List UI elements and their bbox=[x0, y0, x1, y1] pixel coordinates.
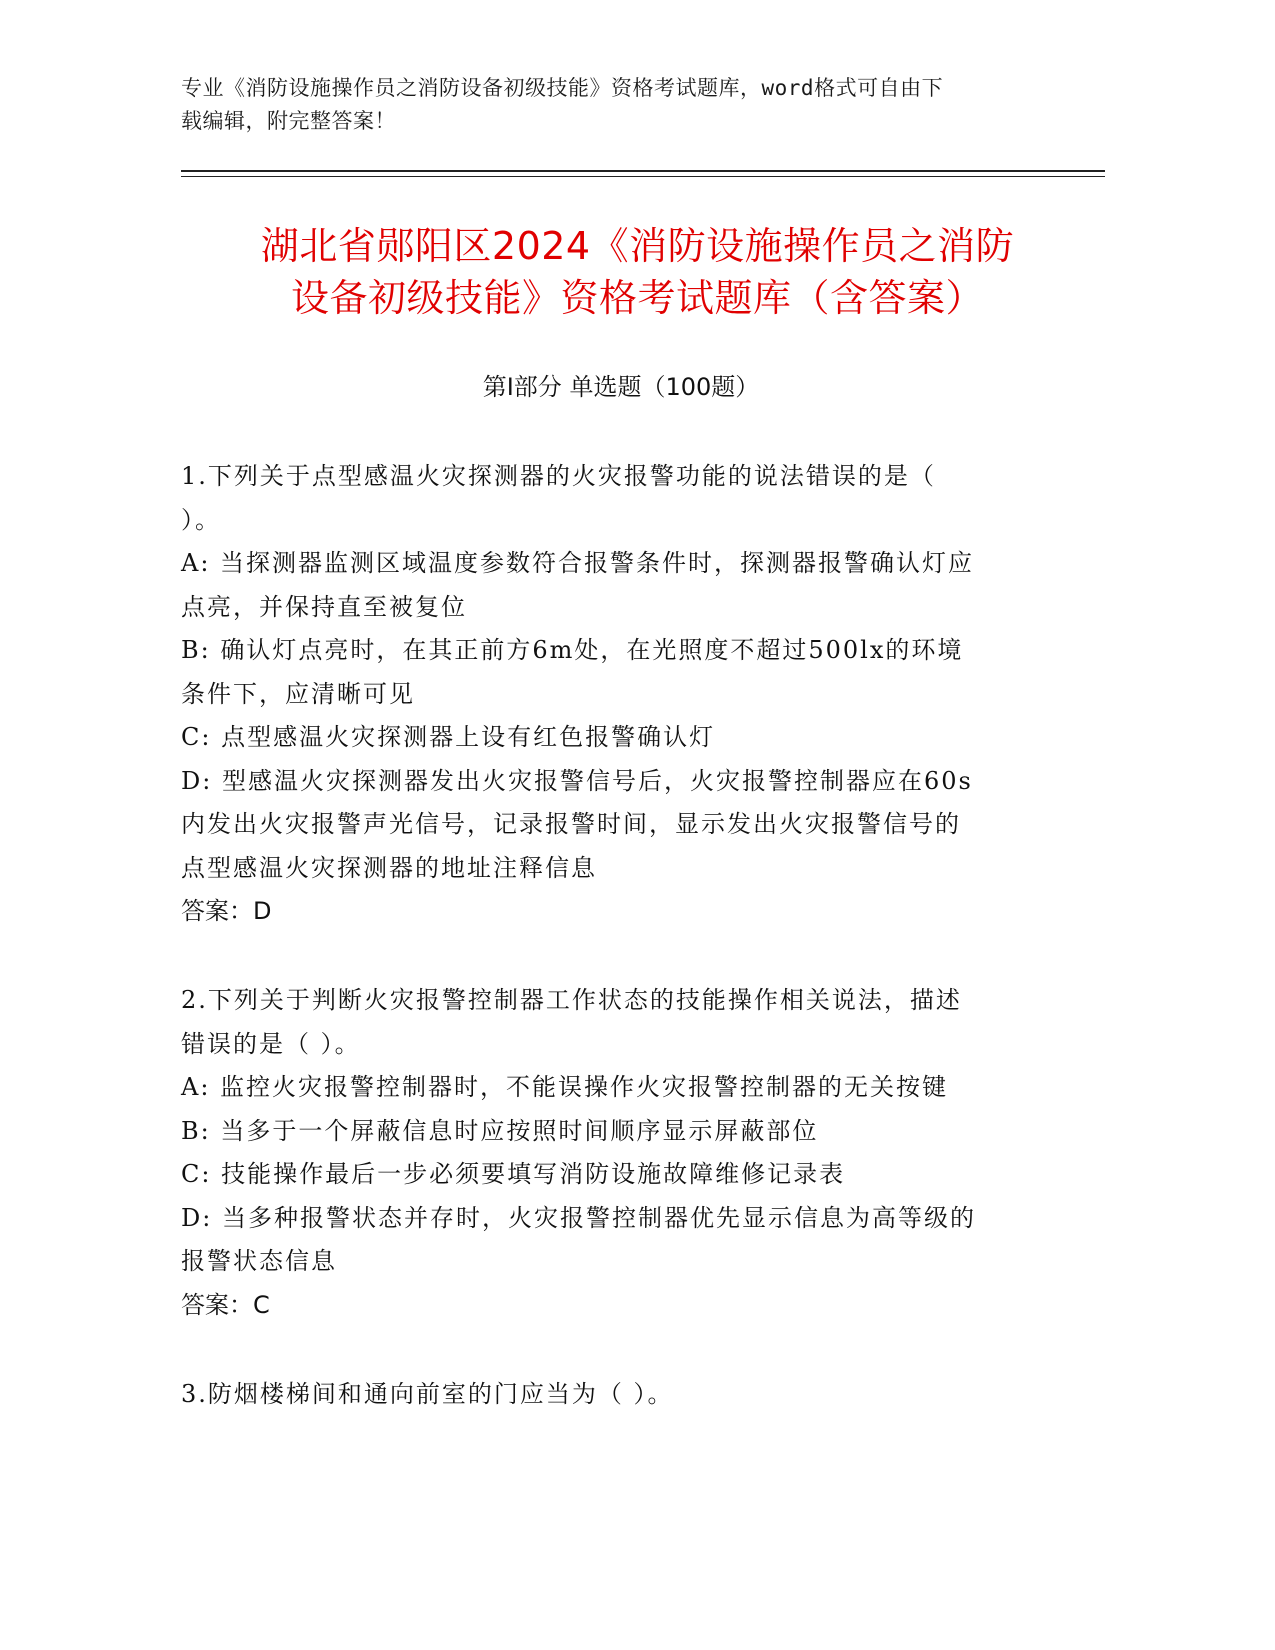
option-b: B: 当多于一个屏蔽信息时应按照时间顺序显示屏蔽部位 bbox=[181, 1116, 819, 1145]
header-divider-thin bbox=[181, 176, 1105, 177]
document-title-line-1: 湖北省郧阳区2024《消防设施操作员之消防 bbox=[260, 224, 1015, 268]
option-c: C: 点型感温火灾探测器上设有红色报警确认灯 bbox=[181, 723, 716, 751]
header-note bbox=[181, 72, 1061, 138]
option-d-continued: 内发出火灾报警声光信号，记录报警时间，显示发出火灾报警信号的 bbox=[181, 810, 961, 838]
option-d-continued: 点型感温火灾探测器的地址注释信息 bbox=[181, 853, 597, 882]
question-stem: 3.防烟楼梯间和通向前室的门应当为（ ）。 bbox=[181, 1379, 674, 1408]
option-b-continued: 条件下，应清晰可见 bbox=[181, 679, 415, 708]
document-title-line-2: 设备初级技能》资格考试题库（含答案） bbox=[290, 276, 984, 320]
option-b: B: 确认灯点亮时，在其正前方6m处，在光照度不超过500lx的环境 bbox=[181, 636, 964, 664]
header-note-line-1: 专业《消防设施操作员之消防设备初级技能》资格考试题库，word格式可自由下 bbox=[181, 76, 944, 100]
section-heading: 第Ⅰ部分 单选题（100题） bbox=[482, 373, 760, 401]
document-title bbox=[160, 220, 1115, 324]
option-a: A: 监控火灾报警控制器时，不能误操作火灾报警控制器的无关按键 bbox=[181, 1073, 949, 1101]
question-stem: 2.下列关于判断火灾报警控制器工作状态的技能操作相关说法，描述 bbox=[181, 986, 962, 1014]
option-a-continued: 点亮，并保持直至被复位 bbox=[181, 592, 467, 621]
header-divider-thick bbox=[181, 170, 1105, 172]
answer-label: 答案：D bbox=[181, 897, 272, 925]
option-a: A: 当探测器监测区域温度参数符合报警条件时，探测器报警确认灯应 bbox=[181, 549, 975, 577]
option-c: C: 技能操作最后一步必须要填写消防设施故障维修记录表 bbox=[181, 1160, 846, 1188]
option-d: D: 型感温火灾探测器发出火灾报警信号后，火灾报警控制器应在60s bbox=[181, 766, 973, 795]
question-stem: 错误的是（ ）。 bbox=[181, 1029, 361, 1058]
question-2 bbox=[181, 979, 1041, 1327]
question-stem: 1.下列关于点型感温火灾探测器的火灾报警功能的说法错误的是（ bbox=[181, 462, 936, 490]
question-3 bbox=[181, 1373, 1041, 1417]
option-d-continued: 报警状态信息 bbox=[181, 1247, 337, 1275]
header-note-line-2: 载编辑，附完整答案！ bbox=[181, 109, 396, 133]
question-1 bbox=[181, 455, 1041, 933]
option-d: D: 当多种报警状态并存时，火灾报警控制器优先显示信息为高等级的 bbox=[181, 1203, 976, 1232]
question-stem: ）。 bbox=[181, 505, 221, 534]
answer-label: 答案：C bbox=[181, 1290, 270, 1319]
question-list bbox=[181, 455, 1041, 1462]
